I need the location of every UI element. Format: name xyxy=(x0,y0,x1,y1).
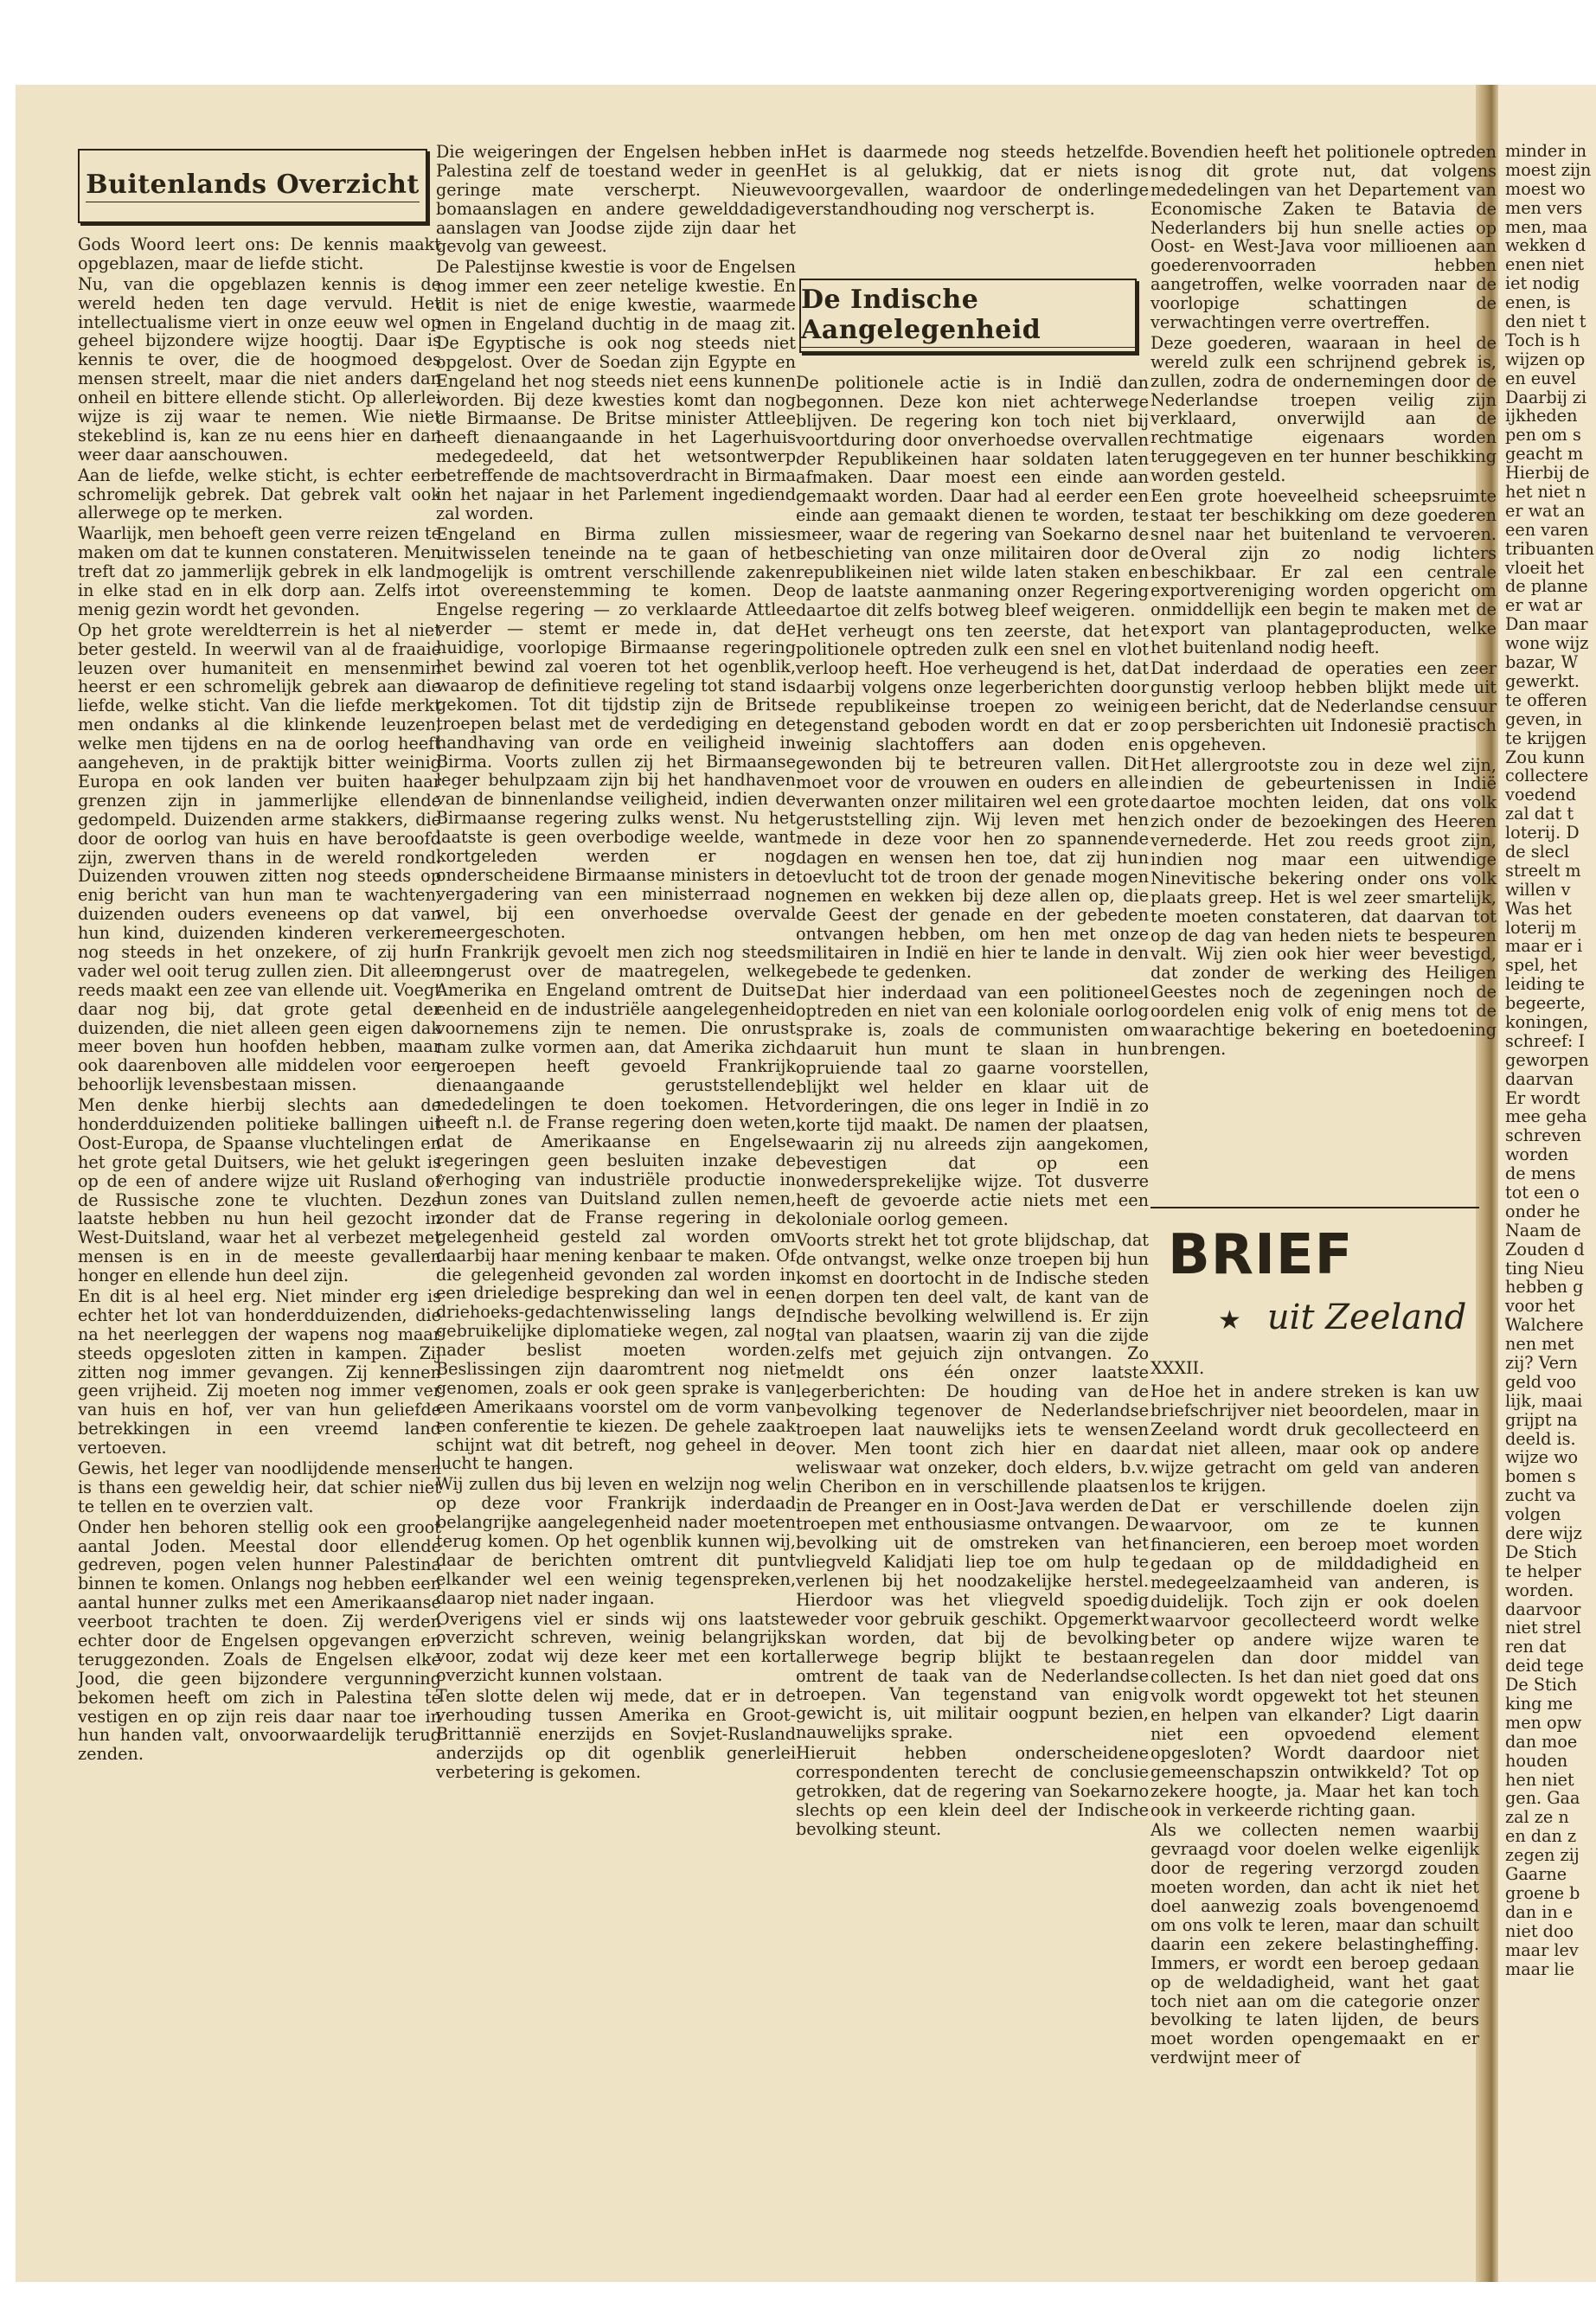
paragraph: Deze goederen, waaraan in heel de wereld zulk een schrijnend gebrek is, zullen, zodra de ondernemingen door de Nederlandse troepen veilig zijn verklaard, onverwijld aan de rechtmatige eigenaars worden teruggegeven en ter hunner beschikking worden gesteld. xyxy=(1151,332,1497,486)
paragraph: Voorts strekt het tot grote blijdschap, dat de ontvangst, welke onze troepen bij hun komst en doortocht in de Indische steden en dorpen ten deel valt, de kant van de Indische bevolking welwillend is. Er zijn tal van plaatsen, waarin zij van die zijde zelfs met gejuich zijn ontvangen. Zo meldt ons één onzer laatste legerberichten: De houding van de bevolking tegenover de Nederlandse troepen laat nauwelijks iets te wensen over. Men toont zich hier en daar weliswaar wat onzeker, doch elders, b.v. in Cheribon en in verschillende plaatsen in de Preanger en in Oost-Java werden de troepen met enthousiasme ontvangen. De bevolking uit de omstreken van het vliegveld Kalidjati liep toe om hulp te verlenen bij het noodzakelijke herstel. Hierdoor was het vliegveld spoedig weder voor gebruik geschikt. Opgemerkt kan worden, dat bij de bevolking allerwege begrip blijkt te bestaan omtrent de taak van de Nederlandse troepen. Van tegenstand van enig gewicht is, uit militair oogpunt bezien, nauwelijks sprake. xyxy=(796,1230,1149,1743)
paragraph: Waarlijk, men behoeft geen verre reizen te maken om dat te kunnen constateren. Men treft dat zo jammerlijk gebrek in elk land, in elke stad en in elk dorp aan. Zelfs in menig gezin wordt het gevonden. xyxy=(78,523,441,619)
paragraph: Dat inderdaad de operaties een zeer gunstig verloop hebben blijkt mede uit een bericht, dat de Nederlandse censuur op persberichten uit Indonesië practisch is opgeheven. xyxy=(1151,658,1497,754)
paragraph: En dit is al heel erg. Niet minder erg is echter het lot van honderdduizenden, die na het neerleggen der wapens nog maar steeds opgesloten zitten in kampen. Zij zitten nog immer gevangen. Zij kennen geen vrijheid. Zij moeten nog immer ver van huis en hof, ver van hun geliefde betrekkingen in een vreemd land vertoeven. xyxy=(78,1285,441,1458)
paragraph: In Frankrijk gevoelt men zich nog steeds ongerust over de maatregelen, welke Amerika en Engeland omtrent de Duitse eenheid en de industriële aangelegenheid voornemens zijn te nemen. Die onrust nam zulke vormen aan, dat Amerika zich geroepen heeft gevoeld Frankrijk dienaangaande geruststellende mededelingen te doen toekomen. Het heeft n.l. de Franse regering doen weten, dat de Amerikaanse en Engelse regeringen geen besluiten inzake de verhoging van industriële productie in hun zones van Duitsland zullen nemen, zonder dat de Franse regering in de gelegenheid gesteld zal worden om daarbij haar mening kenbaar te maken. Of die gelegenheid gevonden zal worden in een drieledige bespreking dan wel in een driehoeks-gedachtenwisseling langs de gebruikelijke diplomatieke wegen, zal nog nader beslist moeten worden. Beslissingen zijn daaromtrent nog niet genomen, zoals er ook geen sprake is van een Amerikaans voorstel om de vorm van een conferentie te kiezen. De gehele zaak schijnt wat dit betreft, nog geheel in de lucht te hangen. xyxy=(436,942,796,1474)
paragraph: Die weigeringen der Engelsen hebben in Palestina zelf de toestand weder in geen geringe mate verscherpt. Nieuwe bomaanslagen en andere gewelddadige aanslagen van Joodse zijde zijn daar het gevolg van geweest. xyxy=(436,142,796,257)
heading-indische-box xyxy=(799,279,1137,353)
paragraph: Gods Woord leert ons: De kennis maakt opgeblazen, maar de liefde sticht. xyxy=(78,234,441,273)
paragraph: Overigens viel er sinds wij ons laatste overzicht schreven, weinig belangrijks voor, zodat wij deze keer met een kort overzicht kunnen volstaan. xyxy=(436,1608,796,1686)
heading-buitenlands: Buitenlands Overzicht xyxy=(86,170,420,202)
brief-subtitle-text: uit Zeeland xyxy=(1266,1298,1467,1337)
paragraph: Het verheugt ons ten zeerste, dat het politionele optreden zulk een snel en vlot verloop heeft. Hoe verheugend is het, dat daarbij volgens onze legerberichten door de republikeinse troepen zo weinig tegenstand geboden wordt en dat er zo weinig slachtoffers aan doden en gewonden bij te betreuren vallen. Dit moet voor de vrouwen en ouders en alle verwanten onzer militairen wel een grote geruststelling zijn. Wij leven met hen mede in deze voor hen zo spannende dagen en wensen hen toe, dat zij hun toevlucht tot de troon der genade mogen nemen en wekken bij deze allen op, die de Geest der genade en der gebeden ontvangen hebben, om hen met onze militairen in Indië en hier te lande in den gebede te gedenken. xyxy=(796,620,1149,982)
paragraph: Gewis, het leger van noodlijdende mensen is thans een geweldig heir, dat schier niet te tellen en te overzien valt. xyxy=(78,1458,441,1516)
column-4 xyxy=(1151,143,1497,1061)
column-3-top xyxy=(796,143,1149,221)
paragraph: Men denke hierbij slechts aan de honderdduizenden politieke ballingen uit Oost-Europa, de Spaanse vluchtelingen en het grote getal Duitsers, wie het gelukt is op de een of andere wijze uit Rusland of de Russische zone te vluchten. Deze laatste hebben nu hun heil gezocht in West-Duitsland, waar het al verbezet met mensen is en in de meeste gevallen honger en ellende hun deel zijn. xyxy=(78,1095,441,1286)
paragraph: De politionele actie is in Indië dan begonnen. Deze kon niet achterwege blijven. De regering kon toch niet bij voortduring door onverhoedse overvallen der Republikeinen haar soldaten laten afmaken. Daar moest een einde aan gemaakt worden. Daar had al eerder een einde aan gemaakt dienen te worden, te meer, waar de regering van Soekarno de beschieting van onze militairen door de republikeinen niet wilde laten staken en op de laatste aanmaning onzer Regering daartoe dit zelfs botweg bleef weigeren. xyxy=(796,373,1149,620)
paragraph: Het allergrootste zou in deze wel zijn, indien de gebeurtenissen in Indië daartoe mochten leiden, dat ons volk zich onder de bezoekingen des Heeren vernederde. Het zou reeds groot zijn, indien nog maar een uitwendige Ninevitische bekering onder ons volk plaats greep. Het is wel zeer smartelijk, te moeten constateren, dat daarvan tot op de dag van heden niets te bespeuren valt. Wij zien ook hier weer bevestigd, dat zonder de werking des Heiligen Geestes noch de zegeningen noch de oordelen enig volk of enig mens tot de waarachtige bekering en boetedoening brengen. xyxy=(1151,754,1497,1059)
paragraph: Ten slotte delen wij mede, dat er in de verhouding tussen Amerika en Groot-Brittannië enerzijds en Sovjet-Rusland anderzijds op dit ogenblik generlei verbetering is gekomen. xyxy=(436,1686,796,1782)
paragraph: Dat hier inderdaad van een politioneel optreden en niet van een koloniale oorlog sprake is, zoals de communisten om daaruit hun munt te slaan in hun opruiende taal zo gaarne voorstellen, blijkt wel helder en klaar uit de vorderingen, die ons leger in Indië in zo korte tijd maakt. De namen der plaatsen, waarin zij nu alreeds zijn aangekomen, bevestigen dat op een onwedersprekelijke wijze. Tot dusverre heeft de gevoerde actie niets met een koloniale oorlog gemeen. xyxy=(796,982,1149,1230)
heading-indische: De Indische Aangelegenheid xyxy=(801,285,1135,348)
column-4-letter xyxy=(1151,1382,1479,2069)
column-1 xyxy=(78,235,441,1766)
paragraph: Als we collecten nemen waarbij gevraagd voor doelen welke eigenlijk door de regering verzorgd zouden moeten worden, dan acht ik niet het doel aanwezig zoals bovengenoemd om ons volk te leren, maar dan schuilt daarin een zekere belastingheffing. Immers, er wordt een beroep gedaan op de weldadigheid, want het gaat toch niet aan om die categorie onzer bevolking te laten lijden, de beurs moet worden opengemaakt en er verdwijnt meer of xyxy=(1151,1820,1479,2068)
heading-buitenlands-box xyxy=(78,149,427,223)
paragraph: Een grote hoeveelheid scheepsruimte staat ter beschikking om deze goederen snel naar het buitenland te vervoeren. Overal zijn zo nodig lichters beschikbaar. Er zal een centrale exportvereniging worden opgericht om onmiddellijk een begin te maken met de export van plantageproducten, welke het buitenland nodig heeft. xyxy=(1151,486,1497,658)
paragraph: Aan de liefde, welke sticht, is echter een schromelijk gebrek. Dat gebrek valt ook allerwege op te merken. xyxy=(78,465,441,523)
paragraph: Hoe het in andere streken is kan uw briefschrijver niet beoordelen, maar in Zeeland wordt druk gecollecteerd en dat niet alleen, maar ook op andere wijze getracht om geld van anderen los te krijgen. xyxy=(1151,1381,1479,1497)
paragraph: Wij zullen dus bij leven en welzijn nog wel op deze voor Frankrijk inderdaad belangrijke aangelegenheid nader moeten terug komen. Op het ogenblik kunnen wij, daar de berichten omtrent dit punt elkander wel een weinig tegenspreken, daarop niet nader ingaan. xyxy=(436,1474,796,1608)
paragraph: Dat er verschillende doelen zijn waarvoor, om ze te kunnen financieren, een beroep moet worden gedaan op de milddadigheid en medegeelzaamheid van anderen, is duidelijk. Toch zijn er ook doelen waarvoor gecollecteerd wordt welke beter op andere wijze waren te regelen dan door middel van collecten. Is het dan niet goed dat ons volk wordt opgewekt tot het steunen en helpen van elkander? Ligt daarin niet een opvoedend element opgesloten? Wordt daardoor niet gemeenschapszin ontwikkeld? Tot op zekere hoogte, ja. Maar het kan toch ook in verkeerde richting gaan. xyxy=(1151,1497,1479,1820)
paragraph: Nu, van die opgeblazen kennis is de wereld heden ten dage vervuld. Het intellectualisme viert in onze eeuw wel op geheel bijzondere wijze hoogtij. Daar is kennis te over, die de hoogmoed des mensen streelt, maar die niet anders dan onheil en bittere ellende sticht. Op allerlei wijze is zij waar te nemen. Wie niet stekeblind is, kan ze nu eens hier en dan weer daar aanschouwen. xyxy=(78,273,441,465)
column-3 xyxy=(796,374,1149,1841)
adjacent-page-text: minder in moest zijn moest wo men vers men, maa wekken d enen niet iet nodig enen, is den niet t Toch is h wijzen op en euvel Daarbij zi ijkheden pen om s geacht m Hierbij de het niet n er wat an een varen tribuanten vloeit het de planne er wat ar Dan maar wone wijz bazar, W gewerkt. te offeren geven, in te krijgen Zou kunn collectere voedend zal dat t loterij. D de slecl streelt m willen v Was het loterij m maar er i spel, het leiding te begeerte, koningen, schreef: I geworpen daarvan Er wordt mee geha schreven worden de mens tot een o onder he Naam de Zouden d ting Nieu hebben g voor het Walchere nen met zij? Vern geld voo lijk, maai grijpt na deeld is. wijze wo bomen s zucht va volgen dere wijz De Stich te helper worden. daarvoor niet strel ren dat deid tege De Stich king me men opw dan moe houden hen niet gen. Gaa zal ze n en dan z zegen zij Gaarne groene b dan in e niet doo maar lev maar lie xyxy=(1505,141,1594,1979)
brief-subtitle xyxy=(1218,1298,1466,1337)
paragraph: Bovendien heeft het politionele optreden nog dit grote nut, dat volgens mededelingen van het Departement van Economische Zaken te Batavia de Nederlanders bij hun snelle acties op Oost- en West-Java voor millioenen aan goederenvoorraden hebben aangetroffen, welke voorraden naar de voorlopige schattingen de verwachtingen verre overtreffen. xyxy=(1151,142,1497,333)
paragraph: Hieruit hebben onderscheidene correspondenten terecht de conclusie getrokken, dat de regering van Soekarno slechts op een klein deel der Indische bevolking steunt. xyxy=(796,1743,1149,1839)
section-divider xyxy=(1151,1207,1479,1208)
letter-number: XXXII. xyxy=(1151,1358,1205,1378)
paragraph: Op het grote wereldterrein is het al niet beter gesteld. In weerwil van al de fraaie leuzen over humaniteit en mensenmin heerst er een schromelijk gebrek aan die liefde, welke sticht. Van die liefde merkt men ondanks al die klinkende leuzen, welke men tijdens en na de oorlog heeft aangeheven, in de praktijk bitter weinig Europa en ook landen ver buiten haar grenzen zijn in jammerlijke ellende gedompeld. Duizenden arme stakkers, die door de oorlog van huis en have beroofd zijn, zwerven thans in de wereld rond. Duizenden vrouwen zitten nog steeds op enig bericht van hun man te wachten, duizenden ouders eveneens op dat van hun kind, duizenden kinderen verkeren nog steeds in het onzekere, of zij hun vader wel ooit terug zullen zien. Dit alleen reeds maakt een zee van ellende uit. Voegt daar nog bij, dat grote getal der duizenden, die niet alleen geen eigen dak meer boven hun hoofden hebben, maar ook daarenboven alle middelen voor een behoorlijk levensbestaan missen. xyxy=(78,619,441,1095)
column-2 xyxy=(436,143,796,1784)
star-icon: ★ xyxy=(1218,1305,1241,1336)
brief-title: BRIEF xyxy=(1168,1223,1354,1287)
paragraph: De Palestijnse kwestie is voor de Engelsen nog immer een zeer netelige kwestie. En dit is niet de enige kwestie, waarmede men in Engeland duchtig in de maag zit. De Egyptische is ook nog steeds niet opgelost. Over de Soedan zijn Egypte en Engeland het nog steeds niet eens kunnen worden. Bij deze kwesties komt dan nog de Birmaanse. De Britse minister Attlee heeft dienaangaande in het Lagerhuis medegedeeld, dat het wetsontwerp betreffende de machtsoverdracht in Birma in het najaar in het Parlement ingediend zal worden. xyxy=(436,257,796,523)
paragraph: Onder hen behoren stellig ook een groot aantal Joden. Meestal door ellende gedreven, pogen velen hunner Palestina binnen te komen. Onlangs nog hebben een aantal hunner zulks met een Amerikaanse veerboot trachten te doen. Zij werden echter door de Engelsen opgevangen en teruggezonden. Zoals de Engelsen elke Jood, die geen bijzondere vergunning bekomen heeft om zich in Palestina te vestigen en op zijn reis daar naar toe in hun handen valt, onvoorwaardelijk terug zenden. xyxy=(78,1516,441,1765)
paragraph: Engeland en Birma zullen missies uitwisselen teneinde na te gaan of het mogelijk is omtrent verschillende zaken tot overeenstemming te komen. De Engelse regering — zo verklaarde Attlee verder — stemt er mede in, dat de huidige, voorlopige Birmaanse regering het bewind zal voeren tot het ogenblik, waarop de definitieve regeling tot stand is gekomen. Tot dit tijdstip zijn de Britse troepen belast met de verdediging en de handhaving van orde en veiligheid in Birma. Voorts zullen zij het Birmaanse leger behulpzaam zijn bij het handhaven van de binnenlandse veiligheid, indien de Birmaanse regering zulks wenst. Nu het laatste is geen overbodige weelde, want kortgeleden werden er nog onderscheidene Birmaanse ministers in de vergadering van een ministerraad nog wel, bij een onverhoedse overval neergeschoten. xyxy=(436,523,796,942)
paragraph: Het is daarmede nog steeds hetzelfde. Het is al gelukkig, dat er niets is voorgevallen, waardoor de onderlinge verstandhouding nog verscherpt is. xyxy=(796,142,1149,219)
